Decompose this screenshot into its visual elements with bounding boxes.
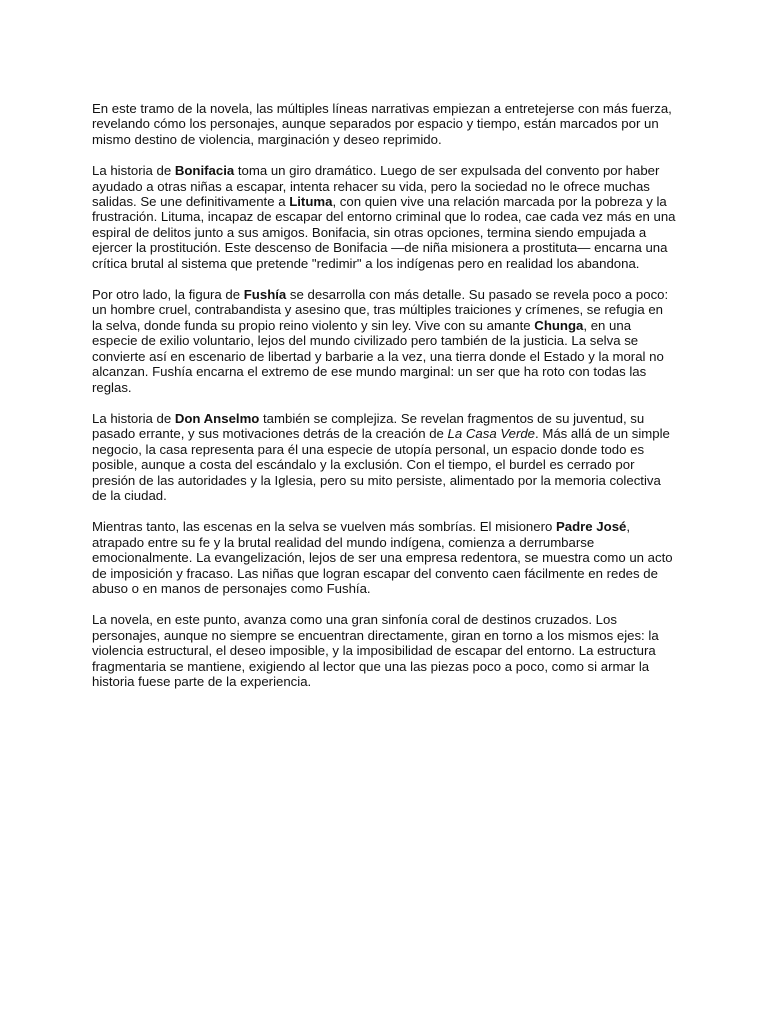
text-run: , en una especie de exilio voluntario, lejos del mundo civilizado pero también de la justicia. La selva se convierte así en escenario de libertad y barbarie a la vez, una tierra donde el Estado y la moral no alcanzan. Fushía encarna el extremo de ese mundo marginal: un ser que ha roto con todas las reglas. [92,317,664,395]
text-run: , con quien vive una relación marcada por la pobreza y la frustración. Lituma, incapaz de escapar del entorno criminal que lo rodea, cae cada vez más en una espiral de delitos junto a sus amigos. Bonifacia, sin otras opciones, termina siendo empujada a ejercer la prostitución. Este descenso de Bonifacia —de niña misionera a prostituta— encarna una crítica brutal al sistema que pretende "redimir" a los indígenas pero en realidad los abandona. [92,194,676,271]
character-name-chunga: Chunga [534,317,584,333]
text-run: En este tramo de la novela, las múltiples líneas narrativas empiezan a entretejerse con más fuerza, revelando cómo los personajes, aunque separados por espacio y tiempo, están marcados por un mismo destino de violencia, marginación y deseo reprimido. [92,101,672,147]
character-name-fushia: Fushía [243,287,287,303]
text-run: Por otro lado, la figura de [92,287,244,303]
paragraph-intro [92,101,676,147]
text-run: . Más allá de un simple negocio, la casa representa para él una especie de utopía personal, un espacio donde todo es posible, aunque a costa del escándalo y la exclusión. Con el tiempo, el burdel es cerrado por presión de las autoridades y la Iglesia, pero su mito persiste, alimentado por la memoria colectiva de la ciudad. [92,426,670,503]
paragraph-bonifacia [92,163,676,271]
text-run: toma un giro dramático. Luego de ser expulsada del convento por haber ayudado a otras niñas a escapar, intenta rehacer su vida, pero la sociedad no le ofrece muchas salidas. Se une definitivamente a [92,163,660,210]
text-run: , atrapado entre su fe y la brutal realidad del mundo indígena, comienza a derrumbarse emocionalmente. La evangelización, lejos de ser una empresa redentora, se muestra como un acto de imposición y fracaso. Las niñas que logran escapar del convento caen fácilmente en redes de abuso o en manos de personajes como Fushía. [92,519,673,596]
text-run: La novela, en este punto, avanza como una gran sinfonía coral de destinos cruzados. Los personajes, aunque no siempre se encuentran directamente, giran en torno a los mismos ejes: la violencia estructural, el deseo imposible, y la imposibilidad de escapar del entorno. La estructura fragmentaria se mantiene, exigiendo al lector que una las piezas poco a poco, como si armar la historia fuese parte de la experiencia. [92,612,659,689]
document-page [92,101,676,705]
text-run: La historia de [92,163,175,179]
text-run: se desarrolla con más detalle. Su pasado se revela poco a poco: un hombre cruel, contrabandista y asesino que, tras múltiples traiciones y crímenes, se refugia en la selva, donde funda su propio reino violento y sin ley. Vive con su amante [92,287,669,333]
paragraph-don-anselmo [92,411,676,503]
paragraph-fushia [92,287,676,395]
text-run: Mientras tanto, las escenas en la selva se vuelven más sombrías. El misionero [92,519,556,535]
text-run: también se complejiza. Se revelan fragmentos de su juventud, su pasado errante, y sus motivaciones detrás de la creación de [92,410,645,442]
character-name-lituma: Lituma [289,194,333,210]
title-la-casa-verde: La Casa Verde [447,426,536,442]
paragraph-padre-jose [92,519,676,596]
paragraph-conclusion [92,612,676,689]
character-name-don-anselmo: Don Anselmo [174,410,260,426]
character-name-padre-jose: Padre José [555,519,627,535]
character-name-bonifacia: Bonifacia [174,163,235,179]
text-run: La historia de [92,410,175,426]
